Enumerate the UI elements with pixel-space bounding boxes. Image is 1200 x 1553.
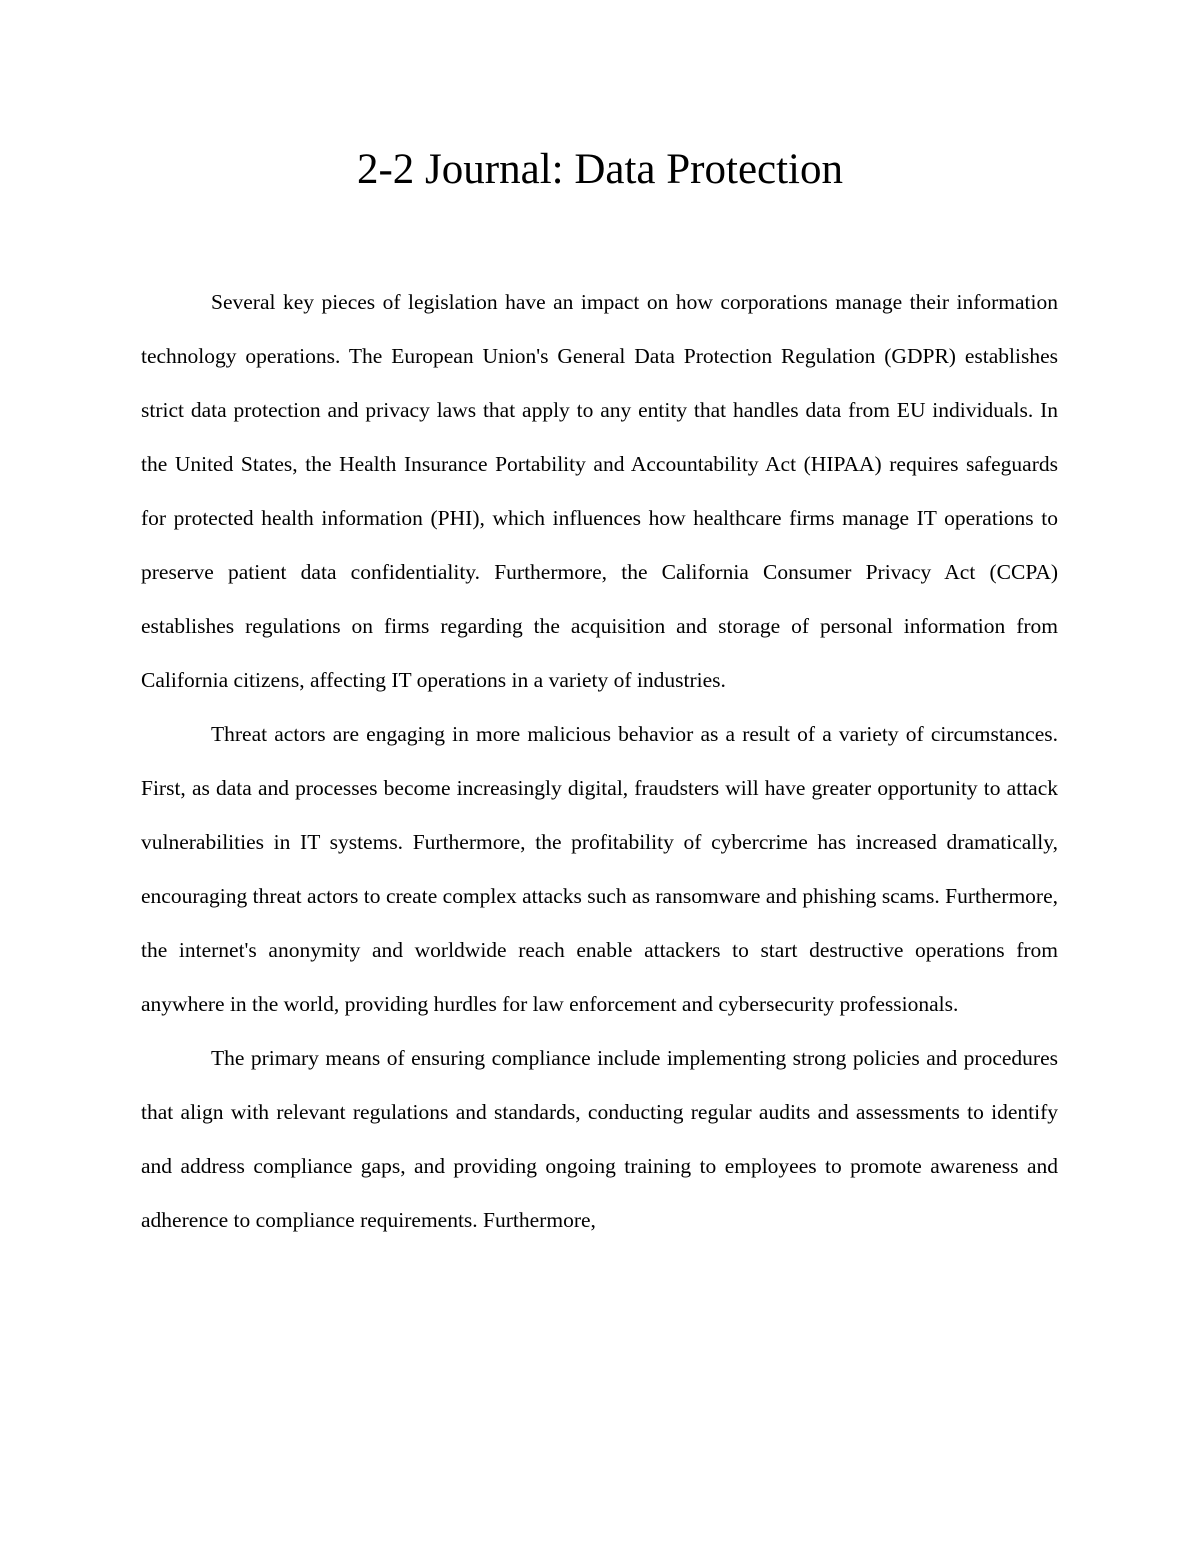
document-title: 2-2 Journal: Data Protection [356, 146, 844, 193]
document-body [141, 275, 1058, 1247]
paragraph-legislation: Several key pieces of legislation have an impact on how corporations manage their information technology operations. The European Union's General Data Protection Regulation (GDPR) establishes strict data protection and privacy laws that apply to any entity that handles data from EU individuals. In the United States, the Health Insurance Portability and Accountability Act (HIPAA) requires safeguards for protected health information (PHI), which influences how healthcare firms manage IT operations to preserve patient data confidentiality. Furthermore, the California Consumer Privacy Act (CCPA) establishes regulations on firms regarding the acquisition and storage of personal information from California citizens, affecting IT operations in a variety of industries. [141, 290, 1058, 692]
paragraph-threat-actors: Threat actors are engaging in more malicious behavior as a result of a variety of circumstances. First, as data and processes become increasingly digital, fraudsters will have greater opportunity to attack vulnerabilities in IT systems. Furthermore, the profitability of cybercrime has increased dramatically, encouraging threat actors to create complex attacks such as ransomware and phishing scams. Furthermore, the internet's anonymity and worldwide reach enable attackers to start destructive operations from anywhere in the world, providing hurdles for law enforcement and cybersecurity professionals. [141, 722, 1058, 1016]
paragraph-compliance: The primary means of ensuring compliance include implementing strong policies and procedures that align with relevant regulations and standards, conducting regular audits and assessments to identify and address compliance gaps, and providing ongoing training to employees to promote awareness and adherence to compliance requirements. Furthermore, [141, 1046, 1058, 1232]
